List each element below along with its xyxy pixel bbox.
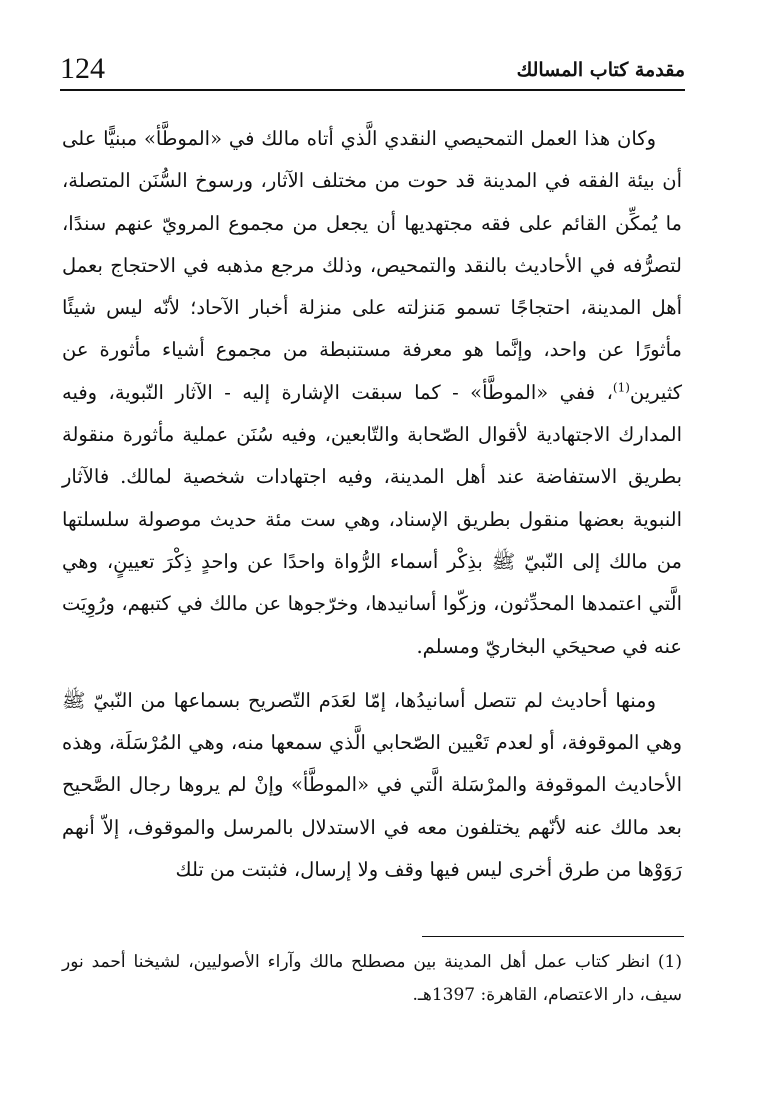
paragraph-1-text: وكان هذا العمل التمحيصي النقدي الَّذي أتاه مالك في «الموطَّأ» مبنيًّا على أن بيئة الفقه في المدينة قد حوت من مختلف الآثار، ورسوخ السُّنَن المتصلة، ما يُمكِّن القائم على فقه مجتهديها أن يجعل من مجموع المرويّ عنهم سندًا، لتصرُّفه في الأحاديث بالنقد والتمحيص، وذلك مرجع مذهبه في الاحتجاج بعمل أهل المدينة، احتجاجًا تسمو مَنزلته على منزلة أخبار الآحاد؛ لأنّه ليس شيئًا مأثورًا عن واحد، وإنَّما هو معرفة مستنبطة من مجموع أشياء مأثورة عن كثيرين [62, 127, 682, 404]
footnote-section [62, 946, 682, 1012]
paragraph-2: ومنها أحاديث لم تتصل أسانيدُها، إمّا لعَدَم التّصريح بسماعها من النّبيّ ﷺ وهي الموقوفة، أو لعدم تَعْيين الصّحابي الَّذي سمعها منه، وهي المُرْسَلَة، وهذه الأحاديث الموقوفة والمرْسَلة الَّتي في «الموطَّأ» وإنْ لم يروها رجال الصَّحيح بعد مالك عنه لأنّهم يختلفون معه في الاستدلال بالمرسل والموقوف، إلاّ أنهم رَوَوْها من طرق أخرى ليس فيها وقف ولا إرسال، فثبتت من تلك [62, 688, 682, 882]
main-text [62, 118, 682, 891]
paragraph-1-continuation: ، ففي «الموطَّأ» - كما سبقت الإشارة إليه - الآثار النّبوية، وفيه المدارك الاجتهادية لأقوال الصّحابة والتّابعين، وفيه سُنَن عملية مأثورة منقولة بطريق الاستفاضة عند أهل المدينة، وفيه اجتهادات شخصية لمالك. فالآثار النبوية بعضها منقول بطريق الإسناد، وهي ست مئة حديث موصولة سلسلتها من مالك إلى النّبيّ ﷺ بذِكْر أسماء الرُّواة واحدًا عن واحدٍ ذِكْرَ تعيينٍ، وهي الَّتي اعتمدها المحدِّثون، وزكّوا أسانيدها، وخرّجوها عن مالك في كتبهم، ورُوِيَت عنه في صحيحَي البخاريّ ومسلم. [62, 380, 682, 658]
footnote-rule [422, 936, 684, 937]
footnote-1: (1) انظر كتاب عمل أهل المدينة بين مصطلح مالك وآراء الأصوليين، لشيخنا أحمد نور سيف، دار الاعتصام، القاهرة: 1397هـ. [62, 952, 682, 1005]
footnote-reference: (1) [612, 380, 630, 395]
paragraph-1 [62, 118, 682, 668]
running-title: مقدمة كتاب المسالك [516, 59, 685, 81]
header-rule [60, 89, 685, 91]
page-header [60, 52, 685, 88]
page-number: 124 [60, 52, 105, 85]
